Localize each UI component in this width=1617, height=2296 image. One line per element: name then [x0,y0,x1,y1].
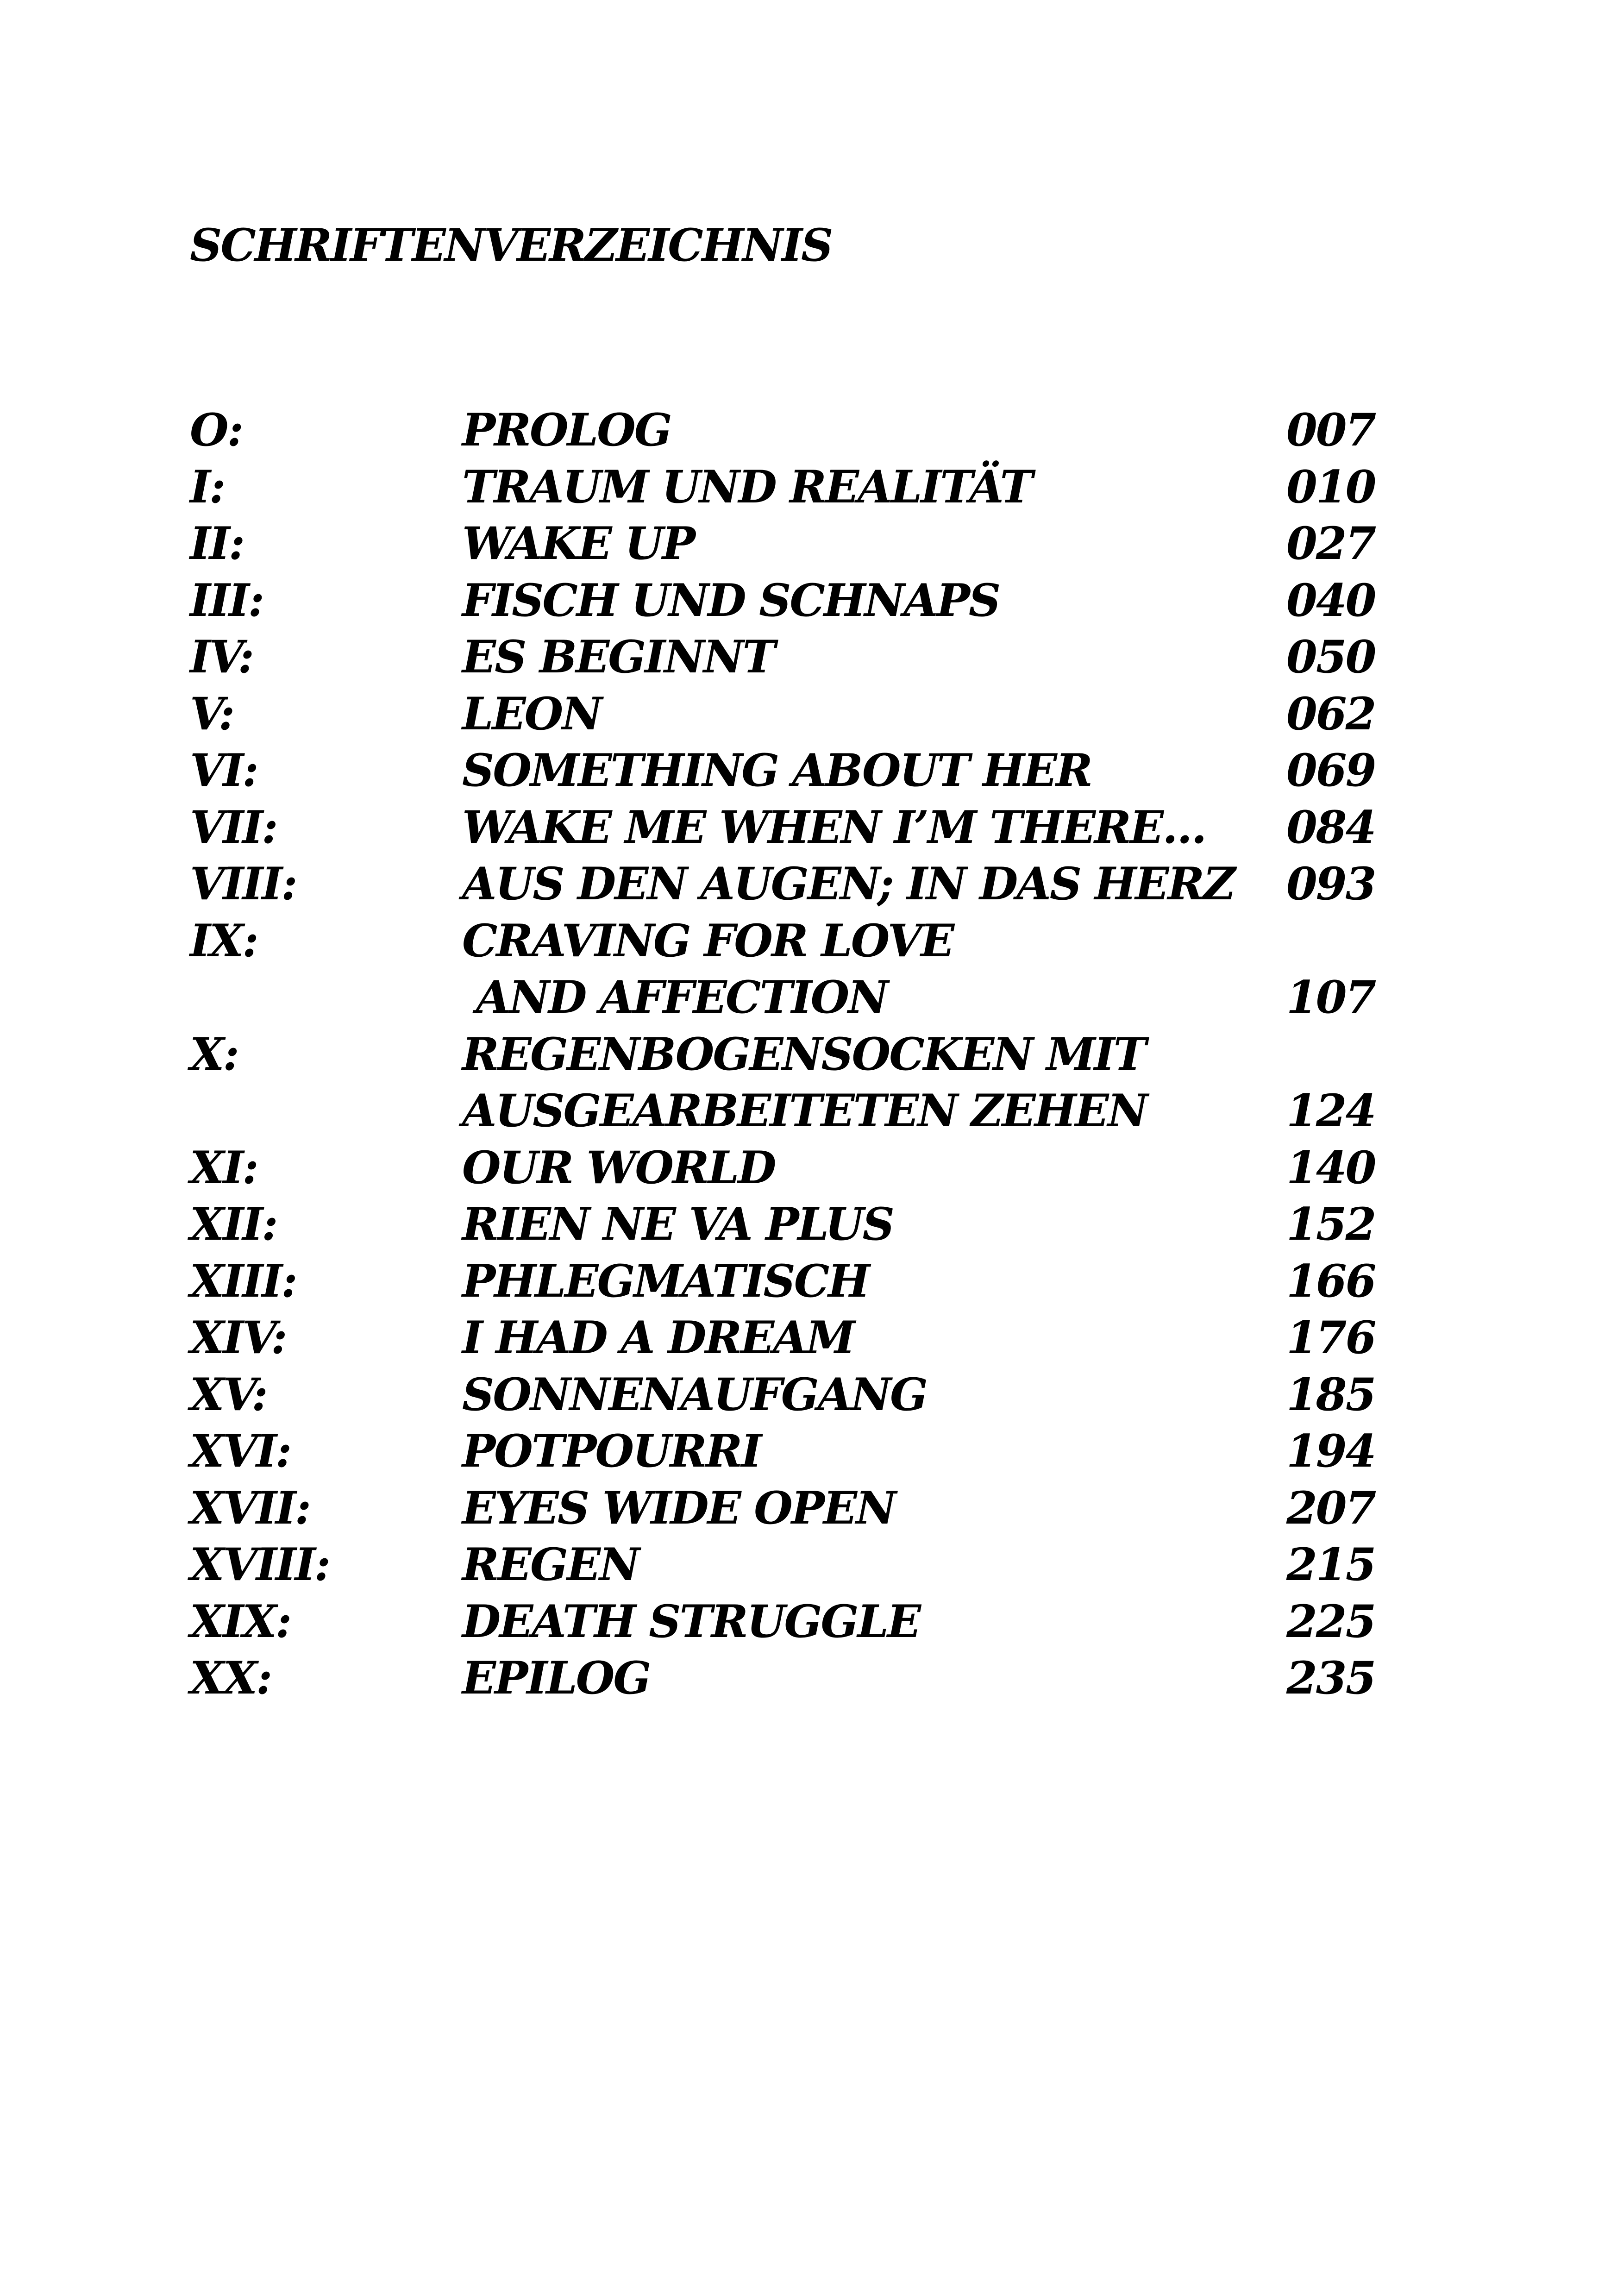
chapter-page-number: 152 [1286,1198,1375,1250]
toc-row [190,1026,1366,1083]
toc-row [190,686,1375,743]
chapter-title: ES BEGINNT [462,631,775,683]
toc-row-continuation [190,1083,1375,1140]
chapter-numeral: XVII: [190,1481,310,1534]
toc-row [190,742,1375,799]
chapter-title: EYES WIDE OPEN [462,1481,895,1534]
chapter-title: WAKE UP [462,517,695,570]
chapter-page-number: 194 [1286,1425,1375,1477]
chapter-title: POTPOURRI [462,1425,761,1477]
chapter-title: SONNENAUFGANG [462,1368,927,1421]
chapter-page-number: 040 [1286,574,1375,627]
chapter-numeral: VI: [190,744,257,797]
chapter-page-number: 215 [1286,1538,1375,1591]
chapter-title: SOMETHING ABOUT HER [462,744,1091,797]
chapter-numeral: XX: [190,1652,271,1704]
toc-row [190,1480,1375,1537]
chapter-title: LEON [462,687,602,740]
chapter-numeral: IX: [190,914,257,967]
toc-row [190,1196,1375,1253]
toc-row [190,1537,1375,1593]
chapter-page-number: 207 [1286,1481,1375,1534]
toc-row [190,1310,1375,1367]
toc-row [190,913,1366,970]
chapter-title: PROLOG [462,404,671,456]
chapter-title: RIEN NE VA PLUS [462,1198,893,1250]
chapter-numeral: IV: [190,631,253,683]
toc-row [190,1650,1375,1707]
chapter-title: EPILOG [462,1652,650,1704]
toc-row [190,1367,1375,1424]
chapter-numeral: III: [190,574,263,627]
chapter-title: FISCH UND SCHNAPS [462,574,1000,627]
chapter-page-number: 124 [1286,1085,1375,1137]
chapter-page-number: 107 [1286,971,1375,1023]
toc-row [190,515,1375,572]
toc-row [190,402,1375,459]
toc-row [190,856,1375,913]
toc-row [190,1253,1375,1310]
page-title: SCHRIFTENVERZEICHNIS [190,219,832,271]
chapter-title-continuation: AND AFFECTION [476,971,887,1023]
chapter-numeral: I: [190,460,225,513]
chapter-title: TRAUM UND REALITÄT [462,460,1032,513]
chapter-numeral: II: [190,517,244,570]
chapter-title: DEATH STRUGGLE [462,1595,920,1648]
toc-row [190,799,1375,856]
toc-row [190,1423,1375,1480]
chapter-title-continuation: AUSGEARBEITETEN ZEHEN [462,1085,1147,1137]
chapter-page-number: 093 [1286,858,1375,910]
toc-row [190,1140,1375,1197]
chapter-page-number: 185 [1286,1368,1375,1421]
chapter-title: PHLEGMATISCH [462,1255,869,1307]
chapter-page-number: 235 [1286,1652,1375,1704]
table-of-contents [190,402,1375,1707]
chapter-numeral: XIV: [190,1311,286,1364]
chapter-numeral: XI: [190,1141,257,1194]
chapter-page-number: 084 [1286,801,1375,853]
chapter-title: OUR WORLD [462,1141,775,1194]
chapter-page-number: 062 [1286,687,1375,740]
chapter-page-number: 176 [1286,1311,1375,1364]
toc-row [190,459,1375,516]
chapter-page-number: 140 [1286,1141,1375,1194]
chapter-numeral: O: [190,404,243,456]
chapter-title: AUS DEN AUGEN; IN DAS HERZ [462,858,1235,910]
chapter-title: REGEN [462,1538,639,1591]
chapter-numeral: X: [190,1028,238,1080]
chapter-page-number: 225 [1286,1595,1375,1648]
chapter-numeral: XIII: [190,1255,296,1307]
chapter-numeral: XII: [190,1198,277,1250]
chapter-title: WAKE ME WHEN I’M THERE… [462,801,1206,853]
chapter-numeral: VII: [190,801,277,853]
chapter-numeral: XVIII: [190,1538,330,1591]
toc-row-continuation [190,969,1375,1026]
chapter-page-number: 007 [1286,404,1375,456]
chapter-title: I HAD A DREAM [462,1311,854,1364]
chapter-page-number: 069 [1286,744,1375,797]
chapter-numeral: XIX: [190,1595,291,1648]
toc-row [190,1593,1375,1650]
chapter-numeral: V: [190,687,234,740]
chapter-page-number: 010 [1286,460,1375,513]
chapter-numeral: XV: [190,1368,267,1421]
toc-row [190,629,1375,686]
toc-row [190,572,1375,629]
chapter-numeral: XVI: [190,1425,291,1477]
chapter-page-number: 166 [1286,1255,1375,1307]
chapter-title: REGENBOGENSOCKEN MIT [462,1028,1146,1080]
chapter-page-number: 050 [1286,631,1375,683]
chapter-page-number: 027 [1286,517,1375,570]
chapter-title: CRAVING FOR LOVE [462,914,953,967]
chapter-numeral: VIII: [190,858,296,910]
